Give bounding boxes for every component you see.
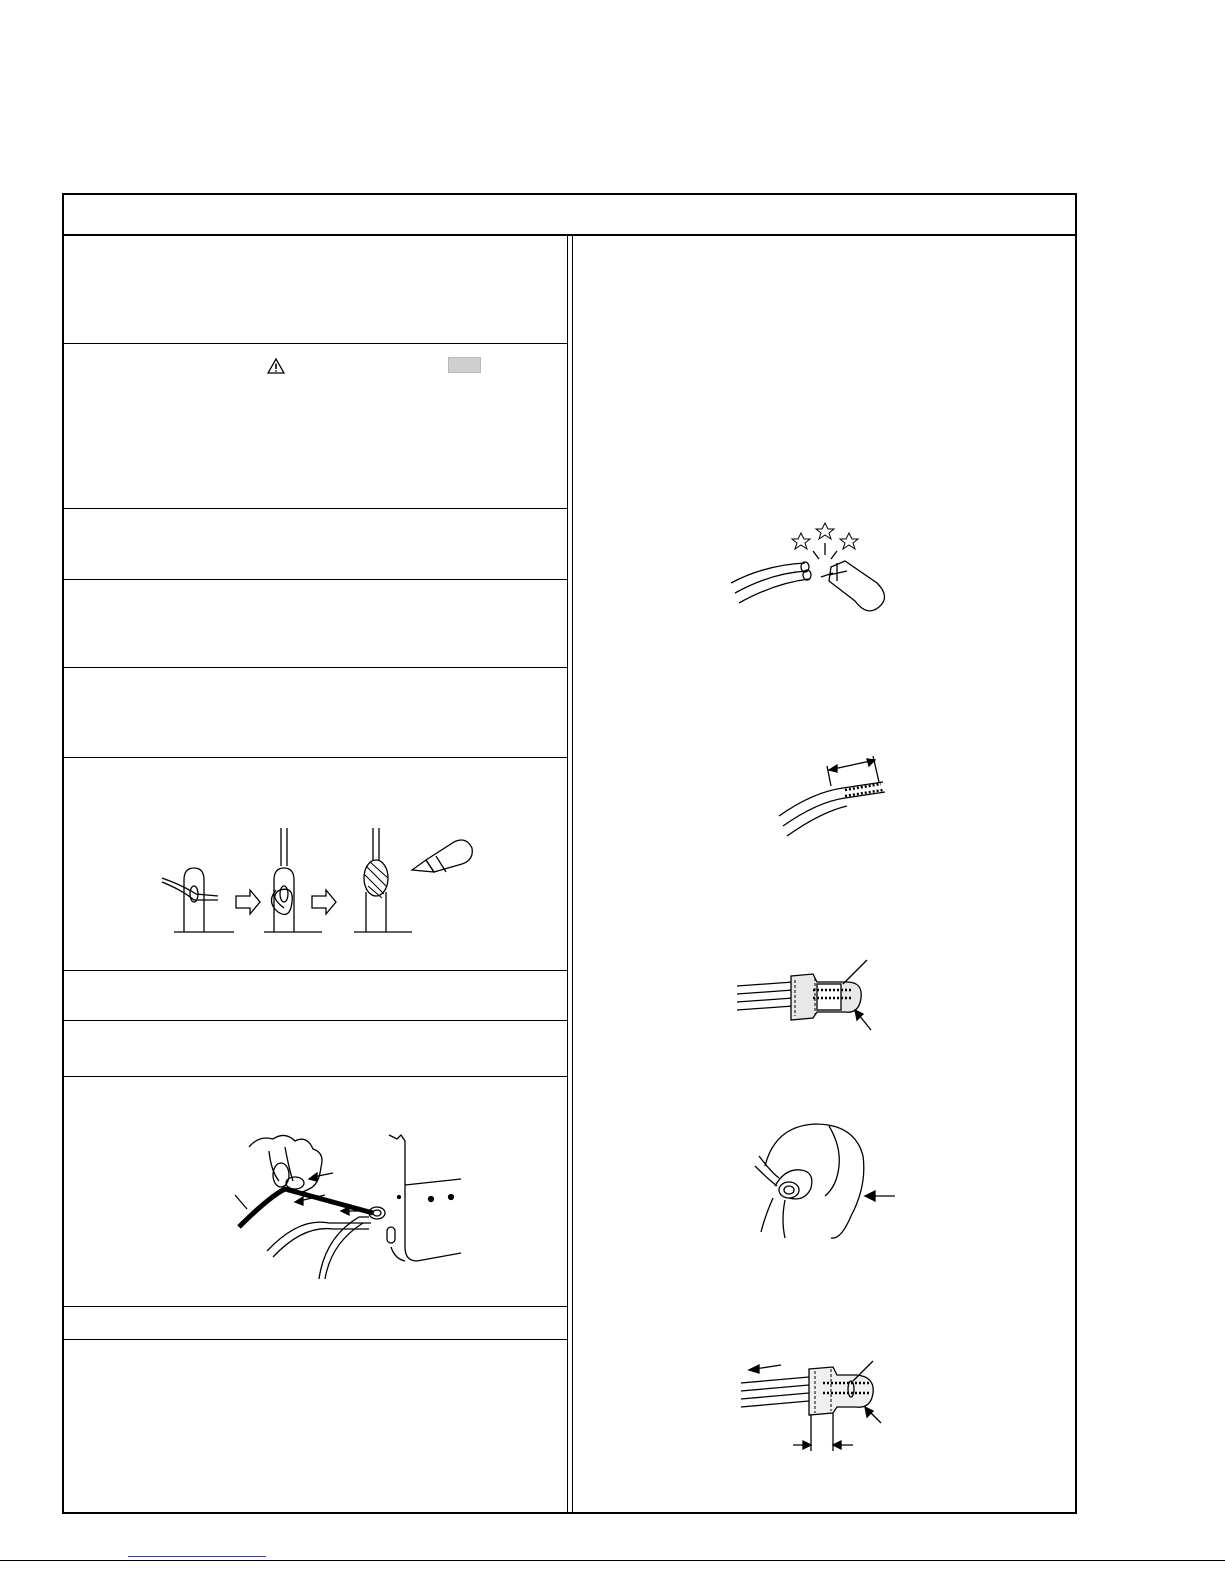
left-column xyxy=(64,236,567,1514)
right-column xyxy=(573,236,1075,1514)
section-9 xyxy=(64,1077,567,1307)
stripped-wire-length-icon xyxy=(773,756,913,846)
crimping-tool-icon xyxy=(745,1116,925,1246)
section-8 xyxy=(64,1021,567,1077)
section-10 xyxy=(64,1307,567,1340)
section-1 xyxy=(64,236,567,344)
highlight-marker xyxy=(448,357,481,373)
footer-rule xyxy=(0,1560,1225,1561)
section-5 xyxy=(64,668,567,758)
section-7 xyxy=(64,971,567,1021)
section-3 xyxy=(64,509,567,580)
section-2 xyxy=(64,344,567,509)
table-header-band xyxy=(64,195,1075,236)
section-6 xyxy=(64,758,567,971)
wire-through-chassis-illustration xyxy=(229,1127,469,1287)
crimped-connector-pull-test-icon xyxy=(737,1351,917,1461)
footer-link-underline[interactable] xyxy=(128,1556,266,1557)
section-4 xyxy=(64,580,567,668)
soldering-sequence-illustration xyxy=(156,820,476,940)
warning-triangle-icon xyxy=(267,358,285,379)
service-precautions-table xyxy=(62,193,1077,1514)
wire-in-crimp-sleeve-icon xyxy=(733,954,913,1044)
column-divider xyxy=(567,236,568,1514)
section-11 xyxy=(64,1340,567,1514)
wire-sparking-connector-icon xyxy=(725,521,925,621)
